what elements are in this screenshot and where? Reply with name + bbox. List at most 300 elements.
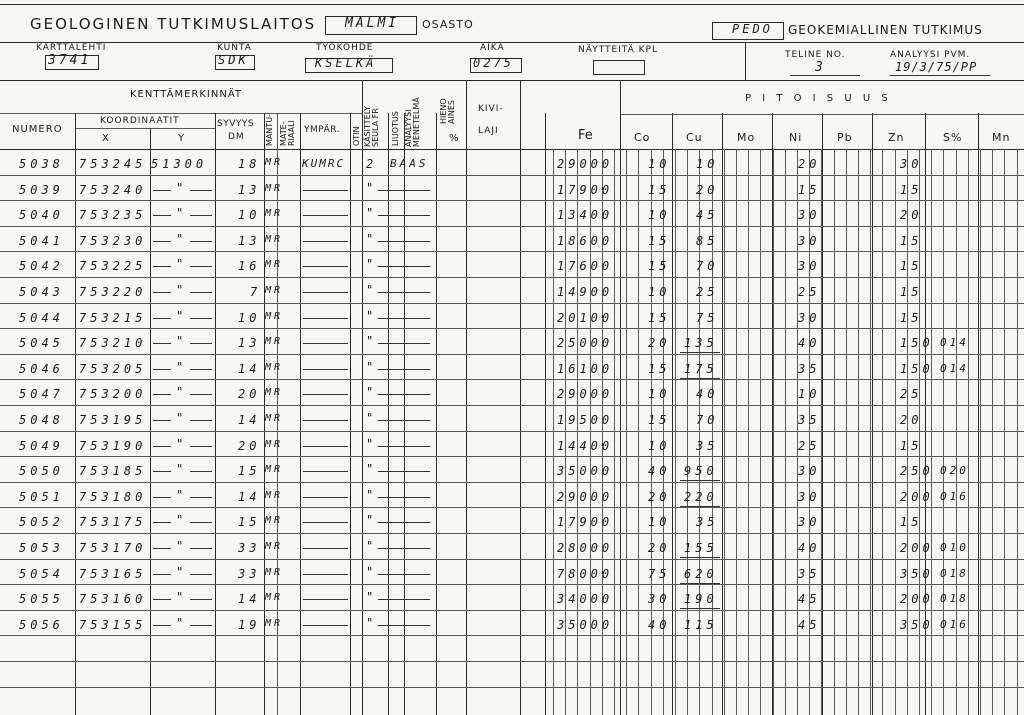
teline-label: TELINE NO. (785, 50, 846, 60)
row-zn: 30 (900, 157, 923, 171)
syvyys-header: SYVYYS (217, 119, 255, 129)
row-koord-y: " (176, 334, 184, 348)
row-koord-x: 753195 (79, 413, 147, 427)
grid-vline (821, 149, 822, 715)
ditto-dash (190, 292, 212, 293)
naytteita-label: NÄYTTEITÄ KPL (578, 45, 659, 55)
ditto-dash (153, 599, 171, 600)
ditto-dash (153, 497, 171, 498)
grid-vline (760, 149, 761, 715)
row-koord-y: " (176, 283, 184, 297)
ditto-dash (303, 266, 348, 267)
ditto-dash (303, 625, 348, 626)
row-fe: 16100 (557, 362, 614, 376)
row-syvyys: 10 (238, 208, 261, 222)
row-syvyys: 13 (238, 336, 261, 350)
grid-hline (0, 661, 1024, 662)
row-cu: 220 (684, 490, 718, 504)
row-koord-x: 753235 (79, 208, 147, 222)
row-fe: 35000 (557, 464, 614, 478)
row-koord-x: 753160 (79, 592, 147, 606)
row-materiaali: MR (265, 311, 284, 322)
row-syvyys: 33 (238, 567, 261, 581)
row-ni: 30 (798, 490, 821, 504)
x-header: X (102, 133, 110, 144)
ditto-dash (190, 420, 212, 421)
row-fe: 29000 (557, 387, 614, 401)
row-co: 10 (648, 208, 671, 222)
row-cu: 85 (696, 234, 719, 248)
grid-hline (0, 175, 1024, 176)
grid-vline (466, 113, 467, 715)
row-s: 014 (940, 362, 969, 375)
ditto-dash (378, 241, 430, 242)
grid-vline (785, 149, 786, 715)
row-zn: 250 (900, 464, 934, 478)
row-s: 016 (940, 490, 969, 503)
teline-value: 3 (815, 60, 826, 75)
row-ni: 45 (798, 618, 821, 632)
row-cu: 70 (696, 259, 719, 273)
row-fe: 78000 (557, 567, 614, 581)
ditto-dash (303, 318, 348, 319)
grid-vline (895, 149, 896, 715)
zn-header: Zn (888, 131, 905, 144)
row-syvyys: 15 (238, 515, 261, 529)
row-koord-x: 753230 (79, 234, 147, 248)
row-cu: 190 (684, 592, 718, 606)
koord-header: KOORDINAATIT (100, 116, 180, 126)
grid-hline (0, 251, 1024, 252)
row-koord-x: 753215 (79, 311, 147, 325)
grid-vline (350, 113, 351, 715)
ditto-dash (190, 522, 212, 523)
row-s: 018 (940, 592, 969, 605)
row-koord-y: " (176, 565, 184, 579)
row-materiaali: MR (265, 336, 284, 347)
row-cu: 620 (684, 567, 718, 581)
ditto-dash (378, 420, 430, 421)
cu-underline (680, 480, 720, 481)
grid-vline (520, 113, 521, 715)
row-materiaali: MR (265, 234, 284, 245)
row-ni: 30 (798, 208, 821, 222)
row-menetelma: BAAS (390, 157, 429, 170)
grid-hline (0, 584, 1024, 585)
ditto-dash (190, 343, 212, 344)
ditto-dash (378, 522, 430, 523)
grid-hline (0, 533, 1024, 534)
row-fe: 18600 (557, 234, 614, 248)
dm-header: DM (228, 132, 245, 142)
grid-hline (0, 635, 1024, 636)
grid-hline (0, 507, 1024, 508)
survey-value: PEDO (732, 22, 773, 36)
row-syvyys: 13 (238, 183, 261, 197)
grid-hline (0, 687, 1024, 688)
grid-vline (882, 149, 883, 715)
row-numero: 5047 (19, 387, 64, 401)
row-fe: 17600 (557, 259, 614, 273)
row-zn: 200 (900, 592, 934, 606)
row-numero: 5054 (19, 567, 64, 581)
ditto-dash (190, 190, 212, 191)
row-koord-y: 51300 (151, 157, 208, 171)
row-fe: 29000 (557, 490, 614, 504)
kunta-label: KUNTA (217, 43, 252, 53)
liuotus-header: LIUOTUS (391, 111, 400, 146)
materiaali-header: MATE- RIAALI (279, 120, 296, 146)
row-co: 20 (648, 336, 671, 350)
ditto-dash (378, 369, 430, 370)
row-materiaali: MR (265, 183, 284, 194)
kentta-header: KENTTÄMERKINNÄT (130, 89, 242, 100)
row-koord-y: " (176, 539, 184, 553)
row-numero: 5050 (19, 464, 64, 478)
row-zn: 25 (900, 387, 923, 401)
row-fe: 28000 (557, 541, 614, 555)
row-numero: 5043 (19, 285, 64, 299)
row-otin: " (366, 539, 374, 553)
row-otin: " (366, 565, 374, 579)
row-cu: 35 (696, 439, 719, 453)
ditto-dash (190, 215, 212, 216)
row-materiaali: MR (265, 464, 284, 475)
row-syvyys: 10 (238, 311, 261, 325)
row-cu: 40 (696, 387, 719, 401)
ditto-dash (303, 241, 348, 242)
row-otin: " (366, 616, 374, 630)
row-koord-x: 753225 (79, 259, 147, 273)
row-materiaali: MR (265, 413, 284, 424)
cu-underline (680, 506, 720, 507)
grid-vline (362, 113, 363, 715)
row-numero: 5042 (19, 259, 64, 273)
grid-hline (0, 482, 1024, 483)
row-koord-y: " (176, 411, 184, 425)
row-zn: 150 (900, 336, 934, 350)
ditto-dash (378, 574, 430, 575)
row-numero: 5039 (19, 183, 64, 197)
row-ni: 20 (798, 157, 821, 171)
ditto-dash (378, 446, 430, 447)
row-koord-x: 753175 (79, 515, 147, 529)
row-numero: 5053 (19, 541, 64, 555)
kasittely-header: KÄSITTELY SEULA FR (363, 106, 380, 147)
grid-vline (626, 149, 627, 715)
row-syvyys: 14 (238, 413, 261, 427)
row-zn: 150 (900, 362, 934, 376)
row-co: 20 (648, 490, 671, 504)
cu-underline (680, 583, 720, 584)
row-fe: 20100 (557, 311, 614, 325)
row-ni: 25 (798, 285, 821, 299)
row-zn: 350 (900, 618, 934, 632)
grid-vline (1004, 149, 1005, 715)
row-numero: 5038 (19, 157, 64, 171)
row-co: 20 (648, 541, 671, 555)
row-syvyys: 19 (238, 618, 261, 632)
ditto-dash (190, 241, 212, 242)
row-otin: 2 (366, 157, 374, 171)
row-materiaali: MR (265, 439, 284, 450)
ditto-dash (153, 343, 171, 344)
grid-vline (822, 113, 823, 715)
ditto-dash (190, 318, 212, 319)
grid-hline (0, 354, 1024, 355)
ditto-dash (190, 599, 212, 600)
grid-hline (0, 303, 1024, 304)
row-otin: " (366, 309, 374, 323)
row-otin: " (366, 257, 374, 271)
grid-vline (553, 149, 554, 715)
ditto-dash (378, 318, 430, 319)
mn-header: Mn (992, 131, 1011, 144)
ditto-dash (303, 574, 348, 575)
grid-hline (0, 405, 1024, 406)
row-numero: 5044 (19, 311, 64, 325)
row-numero: 5052 (19, 515, 64, 529)
grid-vline (545, 113, 546, 715)
grid-hline (0, 559, 1024, 560)
grid-vline (520, 80, 521, 113)
row-ympar: KUMRC (302, 157, 346, 170)
ditto-dash (153, 625, 171, 626)
org-title: GEOLOGINEN TUTKIMUSLAITOS (30, 15, 317, 33)
cu-header: Cu (686, 131, 703, 144)
row-materiaali: MR (265, 285, 284, 296)
row-otin: " (366, 334, 374, 348)
ditto-dash (153, 574, 171, 575)
ditto-dash (303, 522, 348, 523)
row-co: 30 (648, 592, 671, 606)
row-syvyys: 20 (238, 387, 261, 401)
grid-vline (300, 113, 301, 715)
ditto-dash (378, 497, 430, 498)
row-koord-y: " (176, 181, 184, 195)
row-syvyys: 14 (238, 362, 261, 376)
row-koord-x: 753245 (79, 157, 147, 171)
analyysi-label: ANALYYSI PVM. (890, 50, 971, 60)
ni-header: Ni (789, 131, 803, 144)
ditto-dash (153, 266, 171, 267)
tyokohde-value: KSELKÄ (315, 56, 377, 70)
grid-vline (638, 149, 639, 715)
row-materiaali: MR (265, 592, 284, 603)
ditto-dash (190, 266, 212, 267)
row-ni: 45 (798, 592, 821, 606)
ditto-dash (190, 369, 212, 370)
ditto-dash (303, 394, 348, 395)
grid-vline (748, 149, 749, 715)
ympar-header: YMPÄR. (304, 125, 341, 135)
row-otin: " (366, 360, 374, 374)
row-co: 10 (648, 285, 671, 299)
row-ni: 35 (798, 413, 821, 427)
grid-hline (0, 456, 1024, 457)
row-zn: 20 (900, 208, 923, 222)
row-s: 010 (940, 541, 969, 554)
grid-vline (773, 149, 774, 715)
cu-underline (680, 352, 720, 353)
grid-vline (978, 113, 979, 715)
row-numero: 5055 (19, 592, 64, 606)
grid-vline (872, 113, 873, 715)
row-koord-x: 753200 (79, 387, 147, 401)
row-koord-x: 753185 (79, 464, 147, 478)
row-fe: 13400 (557, 208, 614, 222)
row-s: 020 (940, 464, 969, 477)
ditto-dash (378, 190, 430, 191)
row-numero: 5040 (19, 208, 64, 222)
ditto-dash (303, 548, 348, 549)
ditto-dash (190, 497, 212, 498)
row-syvyys: 33 (238, 541, 261, 555)
karttalehti-label: KARTTALEHTI (36, 43, 107, 53)
grid-hline (0, 379, 1024, 380)
aika-value: 0275 (473, 56, 514, 70)
row-cu: 75 (696, 311, 719, 325)
grid-vline (614, 149, 615, 715)
row-ni: 10 (798, 387, 821, 401)
row-koord-x: 753240 (79, 183, 147, 197)
ditto-dash (303, 471, 348, 472)
row-koord-x: 753205 (79, 362, 147, 376)
grid-vline (870, 149, 871, 715)
row-ni: 25 (798, 439, 821, 453)
row-numero: 5048 (19, 413, 64, 427)
row-zn: 15 (900, 285, 923, 299)
row-otin: " (366, 488, 374, 502)
grid-vline (675, 149, 676, 715)
ditto-dash (378, 625, 430, 626)
grid-hline (0, 200, 1024, 201)
ditto-dash (153, 190, 171, 191)
grid-vline (466, 80, 467, 113)
row-numero: 5045 (19, 336, 64, 350)
row-koord-x: 753220 (79, 285, 147, 299)
row-materiaali: MR (265, 567, 284, 578)
ditto-dash (190, 446, 212, 447)
cu-underline (680, 608, 720, 609)
row-ni: 30 (798, 311, 821, 325)
grid-vline (75, 113, 76, 715)
row-koord-x: 753155 (79, 618, 147, 632)
ditto-dash (378, 471, 430, 472)
grid-vline (672, 113, 673, 715)
ditto-dash (303, 446, 348, 447)
otin-header: OTIN (352, 126, 361, 146)
ditto-dash (303, 343, 348, 344)
row-co: 15 (648, 362, 671, 376)
grid-vline (992, 149, 993, 715)
ditto-dash (303, 599, 348, 600)
row-ni: 30 (798, 464, 821, 478)
row-koord-y: " (176, 309, 184, 323)
row-co: 10 (648, 439, 671, 453)
row-numero: 5046 (19, 362, 64, 376)
row-co: 15 (648, 234, 671, 248)
ditto-dash (153, 241, 171, 242)
row-ni: 30 (798, 515, 821, 529)
row-cu: 155 (684, 541, 718, 555)
aika-label: AIKA (480, 43, 505, 53)
grid-vline (1017, 149, 1018, 715)
row-fe: 29000 (557, 157, 614, 171)
row-ni: 40 (798, 541, 821, 555)
row-otin: " (366, 437, 374, 451)
row-cu: 950 (684, 464, 718, 478)
mo-header: Mo (737, 131, 756, 144)
row-fe: 17900 (557, 515, 614, 529)
numero-header: NUMERO (12, 124, 63, 135)
ditto-dash (153, 420, 171, 421)
row-numero: 5051 (19, 490, 64, 504)
kunta-value: SDK (218, 53, 249, 67)
pitoisuus-header: P I T O I S U U S (745, 93, 892, 104)
ditto-dash (153, 369, 171, 370)
dept-label: OSASTO (422, 18, 474, 31)
s-header: S% (943, 131, 963, 144)
mantu-header: MANTU- (265, 114, 274, 146)
row-koord-y: " (176, 437, 184, 451)
row-zn: 15 (900, 234, 923, 248)
ditto-dash (303, 190, 348, 191)
row-co: 10 (648, 515, 671, 529)
grid-vline (722, 113, 723, 715)
row-zn: 200 (900, 490, 934, 504)
ditto-dash (378, 292, 430, 293)
grid-vline (846, 149, 847, 715)
naytteita-box (593, 60, 645, 75)
tyokohde-label: TYÖKOHDE (316, 43, 374, 53)
hieno-pct-header: % (449, 133, 460, 144)
row-cu: 115 (684, 618, 718, 632)
grid-vline (834, 149, 835, 715)
row-materiaali: MR (265, 387, 284, 398)
row-co: 15 (648, 413, 671, 427)
row-koord-y: " (176, 360, 184, 374)
row-ni: 30 (798, 259, 821, 273)
grid-vline (215, 113, 216, 715)
row-fe: 34000 (557, 592, 614, 606)
row-koord-x: 753210 (79, 336, 147, 350)
row-materiaali: MR (265, 618, 284, 629)
row-koord-y: " (176, 232, 184, 246)
row-cu: 175 (684, 362, 718, 376)
row-fe: 14900 (557, 285, 614, 299)
grid-hline (0, 431, 1024, 432)
ditto-dash (378, 599, 430, 600)
ditto-dash (378, 215, 430, 216)
row-materiaali: MR (265, 208, 284, 219)
analyysi-value: 19/3/75/PP (895, 60, 978, 74)
row-otin: " (366, 232, 374, 246)
row-numero: 5049 (19, 439, 64, 453)
survey-label: GEOKEMIALLINEN TUTKIMUS (788, 23, 983, 37)
row-fe: 14400 (557, 439, 614, 453)
row-cu: 135 (684, 336, 718, 350)
ditto-dash (190, 471, 212, 472)
grid-vline (724, 149, 725, 715)
row-co: 15 (648, 183, 671, 197)
grid-hline (0, 328, 1024, 329)
ditto-dash (153, 548, 171, 549)
ditto-dash (303, 292, 348, 293)
row-materiaali: MR (265, 157, 284, 168)
row-otin: " (366, 181, 374, 195)
grid-vline (150, 128, 151, 715)
